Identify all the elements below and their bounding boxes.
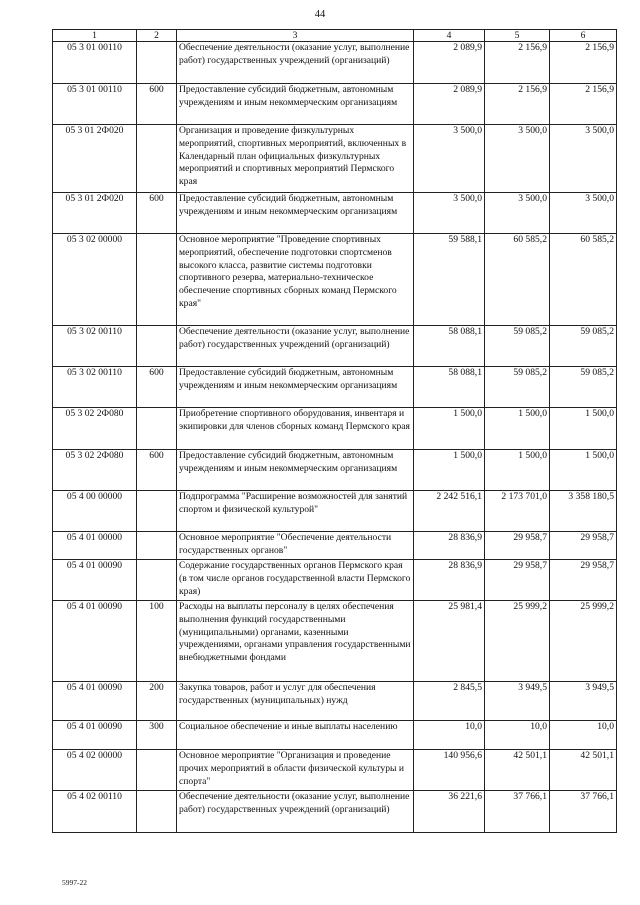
target-code-cell: 05 3 02 2Ф080 bbox=[53, 408, 137, 450]
amount-col6-cell: 1 500,0 bbox=[550, 408, 617, 450]
amount-col4-cell: 10,0 bbox=[414, 721, 485, 750]
expense-type-cell: 300 bbox=[137, 721, 177, 750]
amount-col6-cell: 10,0 bbox=[550, 721, 617, 750]
item-name-cell: Предоставление субсидий бюджетным, автономным учреждениям и иным некоммерческим организациям bbox=[177, 84, 414, 125]
expense-type-cell bbox=[137, 125, 177, 193]
expense-type-cell bbox=[137, 491, 177, 532]
amount-col5-cell: 3 500,0 bbox=[485, 193, 550, 234]
amount-col4-cell: 1 500,0 bbox=[414, 450, 485, 491]
amount-col4-cell: 59 588,1 bbox=[414, 234, 485, 326]
item-name-cell: Приобретение спортивного оборудования, инвентаря и экипировки для членов сборных команд Пермского края bbox=[177, 408, 414, 450]
table-row bbox=[53, 42, 617, 84]
expense-type-cell: 600 bbox=[137, 367, 177, 408]
target-code-cell: 05 3 02 00110 bbox=[53, 367, 137, 408]
amount-col6-cell: 3 500,0 bbox=[550, 125, 617, 193]
table-row bbox=[53, 84, 617, 125]
item-name-cell: Обеспечение деятельности (оказание услуг, выполнение работ) государственных учреждений (организаций) bbox=[177, 42, 414, 84]
column-header: 1 bbox=[53, 30, 137, 42]
table-row bbox=[53, 125, 617, 193]
amount-col5-cell: 3 500,0 bbox=[485, 125, 550, 193]
amount-col5-cell: 3 949,5 bbox=[485, 682, 550, 721]
target-code-cell: 05 4 01 00090 bbox=[53, 721, 137, 750]
expense-type-cell: 600 bbox=[137, 193, 177, 234]
amount-col6-cell: 3 949,5 bbox=[550, 682, 617, 721]
amount-col4-cell: 1 500,0 bbox=[414, 408, 485, 450]
amount-col6-cell: 29 958,7 bbox=[550, 560, 617, 601]
amount-col6-cell: 1 500,0 bbox=[550, 450, 617, 491]
document-footer-code: 5997-22 bbox=[62, 878, 87, 887]
table-row bbox=[53, 750, 617, 791]
amount-col4-cell: 28 836,9 bbox=[414, 532, 485, 560]
item-name-cell: Предоставление субсидий бюджетным, автономным учреждениям и иным некоммерческим организациям bbox=[177, 193, 414, 234]
budget-table bbox=[52, 29, 617, 833]
expense-type-cell bbox=[137, 532, 177, 560]
target-code-cell: 05 4 01 00090 bbox=[53, 682, 137, 721]
column-header: 2 bbox=[137, 30, 177, 42]
amount-col5-cell: 42 501,1 bbox=[485, 750, 550, 791]
target-code-cell: 05 4 01 00090 bbox=[53, 560, 137, 601]
target-code-cell: 05 4 01 00000 bbox=[53, 532, 137, 560]
amount-col6-cell: 29 958,7 bbox=[550, 532, 617, 560]
amount-col5-cell: 10,0 bbox=[485, 721, 550, 750]
amount-col4-cell: 2 089,9 bbox=[414, 42, 485, 84]
amount-col5-cell: 1 500,0 bbox=[485, 408, 550, 450]
column-number-row bbox=[53, 30, 617, 42]
expense-type-cell bbox=[137, 408, 177, 450]
expense-type-cell: 200 bbox=[137, 682, 177, 721]
item-name-cell: Предоставление субсидий бюджетным, автономным учреждениям и иным некоммерческим организациям bbox=[177, 450, 414, 491]
amount-col4-cell: 36 221,6 bbox=[414, 791, 485, 833]
amount-col5-cell: 29 958,7 bbox=[485, 560, 550, 601]
target-code-cell: 05 3 02 00000 bbox=[53, 234, 137, 326]
amount-col5-cell: 1 500,0 bbox=[485, 450, 550, 491]
amount-col5-cell: 2 156,9 bbox=[485, 84, 550, 125]
amount-col4-cell: 3 500,0 bbox=[414, 125, 485, 193]
item-name-cell: Расходы на выплаты персоналу в целях обеспечения выполнения функций государственными (муниципальными) органами, казенными учреждениями, органами управления государственными внебюджетными фондами bbox=[177, 601, 414, 682]
target-code-cell: 05 4 00 00000 bbox=[53, 491, 137, 532]
amount-col4-cell: 2 089,9 bbox=[414, 84, 485, 125]
amount-col6-cell: 2 156,9 bbox=[550, 42, 617, 84]
amount-col5-cell: 29 958,7 bbox=[485, 532, 550, 560]
table-row bbox=[53, 491, 617, 532]
target-code-cell: 05 3 01 2Ф020 bbox=[53, 193, 137, 234]
expense-type-cell bbox=[137, 326, 177, 367]
item-name-cell: Основное мероприятие "Обеспечение деятельности государственных органов" bbox=[177, 532, 414, 560]
table-row bbox=[53, 326, 617, 367]
amount-col6-cell: 2 156,9 bbox=[550, 84, 617, 125]
expense-type-cell bbox=[137, 750, 177, 791]
item-name-cell: Основное мероприятие "Проведение спортивных мероприятий, обеспечение подготовки спортсменов высокого класса, развитие системы подготовки спортивного резерва, материально-техническое обеспечение спортивных сборных команд Пермского края" bbox=[177, 234, 414, 326]
amount-col4-cell: 25 981,4 bbox=[414, 601, 485, 682]
expense-type-cell: 600 bbox=[137, 450, 177, 491]
amount-col4-cell: 3 500,0 bbox=[414, 193, 485, 234]
amount-col4-cell: 58 088,1 bbox=[414, 326, 485, 367]
item-name-cell: Обеспечение деятельности (оказание услуг, выполнение работ) государственных учреждений (организаций) bbox=[177, 326, 414, 367]
amount-col6-cell: 60 585,2 bbox=[550, 234, 617, 326]
amount-col5-cell: 59 085,2 bbox=[485, 326, 550, 367]
amount-col6-cell: 42 501,1 bbox=[550, 750, 617, 791]
amount-col6-cell: 25 999,2 bbox=[550, 601, 617, 682]
target-code-cell: 05 3 02 2Ф080 bbox=[53, 450, 137, 491]
table-row bbox=[53, 532, 617, 560]
table-row bbox=[53, 682, 617, 721]
item-name-cell: Обеспечение деятельности (оказание услуг, выполнение работ) государственных учреждений (организаций) bbox=[177, 791, 414, 833]
target-code-cell: 05 3 01 2Ф020 bbox=[53, 125, 137, 193]
amount-col4-cell: 58 088,1 bbox=[414, 367, 485, 408]
amount-col4-cell: 2 242 516,1 bbox=[414, 491, 485, 532]
target-code-cell: 05 4 02 00000 bbox=[53, 750, 137, 791]
item-name-cell: Закупка товаров, работ и услуг для обеспечения государственных (муниципальных) нужд bbox=[177, 682, 414, 721]
target-code-cell: 05 3 01 00110 bbox=[53, 42, 137, 84]
amount-col4-cell: 28 836,9 bbox=[414, 560, 485, 601]
item-name-cell: Предоставление субсидий бюджетным, автономным учреждениям и иным некоммерческим организациям bbox=[177, 367, 414, 408]
table-row bbox=[53, 367, 617, 408]
expense-type-cell bbox=[137, 560, 177, 601]
table-row bbox=[53, 234, 617, 326]
amount-col6-cell: 37 766,1 bbox=[550, 791, 617, 833]
expense-type-cell bbox=[137, 791, 177, 833]
target-code-cell: 05 3 01 00110 bbox=[53, 84, 137, 125]
amount-col4-cell: 2 845,5 bbox=[414, 682, 485, 721]
item-name-cell: Организация и проведение физкультурных мероприятий, спортивных мероприятий, включенных в Календарный план официальных физкультурных мероприятий и спортивных мероприятий Пермского края bbox=[177, 125, 414, 193]
amount-col4-cell: 140 956,6 bbox=[414, 750, 485, 791]
page-number: 44 bbox=[314, 9, 326, 20]
column-header: 4 bbox=[414, 30, 485, 42]
table-row bbox=[53, 450, 617, 491]
amount-col5-cell: 25 999,2 bbox=[485, 601, 550, 682]
expense-type-cell bbox=[137, 234, 177, 326]
table-row bbox=[53, 791, 617, 833]
amount-col5-cell: 60 585,2 bbox=[485, 234, 550, 326]
amount-col6-cell: 59 085,2 bbox=[550, 326, 617, 367]
table-row bbox=[53, 601, 617, 682]
table-row bbox=[53, 193, 617, 234]
expense-type-cell: 600 bbox=[137, 84, 177, 125]
item-name-cell: Подпрограмма "Расширение возможностей для занятий спортом и физической культурой" bbox=[177, 491, 414, 532]
column-header: 3 bbox=[177, 30, 414, 42]
amount-col5-cell: 59 085,2 bbox=[485, 367, 550, 408]
column-header: 5 bbox=[485, 30, 550, 42]
table-row bbox=[53, 408, 617, 450]
amount-col6-cell: 3 500,0 bbox=[550, 193, 617, 234]
target-code-cell: 05 4 02 00110 bbox=[53, 791, 137, 833]
item-name-cell: Социальное обеспечение и иные выплаты населению bbox=[177, 721, 414, 750]
target-code-cell: 05 4 01 00090 bbox=[53, 601, 137, 682]
amount-col5-cell: 37 766,1 bbox=[485, 791, 550, 833]
amount-col5-cell: 2 156,9 bbox=[485, 42, 550, 84]
expense-type-cell: 100 bbox=[137, 601, 177, 682]
amount-col6-cell: 3 358 180,5 bbox=[550, 491, 617, 532]
table-row bbox=[53, 721, 617, 750]
expense-type-cell bbox=[137, 42, 177, 84]
item-name-cell: Основное мероприятие "Организация и проведение прочих мероприятий в области физической культуры и спорта" bbox=[177, 750, 414, 791]
column-header: 6 bbox=[550, 30, 617, 42]
target-code-cell: 05 3 02 00110 bbox=[53, 326, 137, 367]
item-name-cell: Содержание государственных органов Пермского края (в том числе органов государственной власти Пермского края) bbox=[177, 560, 414, 601]
table-row bbox=[53, 560, 617, 601]
amount-col5-cell: 2 173 701,0 bbox=[485, 491, 550, 532]
amount-col6-cell: 59 085,2 bbox=[550, 367, 617, 408]
